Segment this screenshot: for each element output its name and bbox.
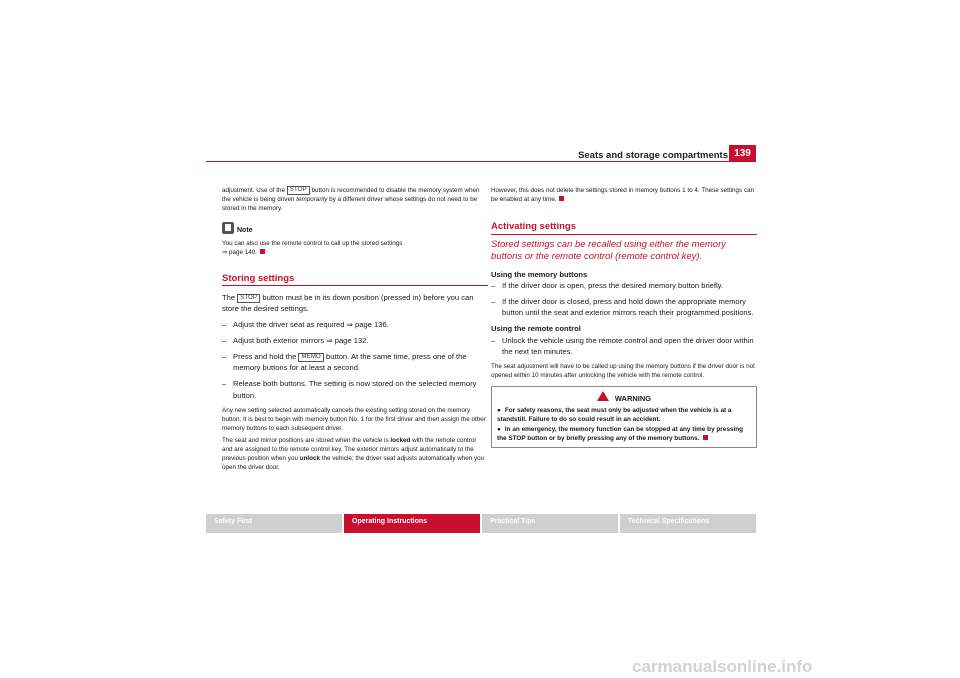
storing-intro-text: The — [222, 293, 236, 303]
note-page-ref[interactable]: ⇒ page 140. — [222, 248, 258, 256]
note-heading: Note — [237, 227, 253, 234]
note-icon — [222, 222, 234, 234]
activating-body — [491, 269, 757, 357]
list-item — [222, 378, 488, 400]
warning-text: For safety reasons, the seat must only be adjusted when the vehicle is at a standstill. Failure to do so could result in an accident. — [497, 407, 732, 424]
list-item — [491, 296, 757, 318]
intro-text-3: by a different driver whose settings do not need to be stored in the memory. — [222, 196, 478, 212]
list-item — [222, 351, 488, 373]
step-text: If the driver door is closed, press and hold down the appropriate memory button until the seat and exterior mirrors reach their programmed positions. — [502, 297, 754, 318]
section-title-storing: Storing settings — [222, 272, 295, 284]
bullet-icon: ● — [497, 425, 501, 433]
note-text: You can also use the remote control to call up the stored settings — [222, 239, 403, 247]
stop-key-label: STOP — [237, 294, 260, 303]
remote-note: The seat adjustment will have to be called up using the memory buttons if the driver door is not opened within 10 minutes after unlocking the vehicle with the remote control. — [491, 363, 755, 380]
list-item — [491, 335, 757, 357]
end-mark-icon — [559, 196, 564, 201]
step-text: Adjust both exterior mirrors ⇒ page 132. — [233, 335, 369, 345]
para-bold-locked: locked — [390, 436, 411, 444]
page-header-title: Seats and storage compartments — [578, 150, 728, 161]
storing-body — [222, 292, 488, 401]
warning-text: In an emergency, the memory function can be stopped at any time by pressing the STOP button or by briefly pressing any of the memory buttons. — [497, 425, 744, 442]
storing-section — [222, 274, 488, 287]
memo-key-label: MEMO — [298, 353, 323, 362]
activating-section — [491, 222, 757, 235]
para-text-3: the vehicle; the driver seat adjusts automatically when you open the driver door. — [222, 454, 485, 471]
watermark: carmanualsonline.info — [632, 657, 813, 676]
dash-bullet: – — [222, 335, 227, 345]
header-divider — [206, 161, 756, 162]
remote-control-heading: Using the remote control — [491, 324, 581, 334]
page-number: 139 — [729, 145, 756, 162]
stop-key-label: STOP — [287, 186, 310, 195]
list-item — [222, 319, 488, 330]
right-intro — [491, 186, 757, 204]
intro-text: adjustment. Use of the — [222, 187, 286, 194]
tab-technical-specifications[interactable]: Technical Specifications — [620, 514, 756, 533]
dash-bullet: – — [222, 352, 227, 361]
tab-safety-first[interactable]: Safety First — [206, 514, 342, 533]
storing-intro-text-2: button must be in its down position (pressed in) before you can store the desired settings. — [222, 293, 474, 314]
left-column — [222, 186, 488, 472]
para-bold-unlock: unlock — [299, 454, 321, 462]
intro-italic: temporarily — [296, 196, 328, 203]
dash-bullet: – — [491, 280, 496, 290]
para-text: The seat and mirror positions are stored when the vehicle is — [222, 436, 389, 444]
step-text: Press and hold the — [233, 352, 297, 361]
step-text: Adjust the driver seat as required ⇒ page 136. — [233, 319, 389, 329]
section-title-activating: Activating settings — [491, 221, 576, 232]
warning-triangle-icon — [597, 391, 609, 401]
warning-header — [497, 391, 751, 403]
warning-heading: WARNING — [614, 394, 652, 404]
storing-intro — [222, 292, 488, 314]
memory-paragraph-2 — [222, 436, 488, 472]
section-divider — [491, 234, 757, 235]
step-text: Release both buttons. The setting is now stored on the selected memory button. — [233, 379, 477, 400]
tab-operating-instructions[interactable]: Operating Instructions — [344, 514, 480, 533]
tab-practical-tips[interactable]: Practical Tips — [482, 514, 618, 533]
warning-box — [491, 386, 757, 448]
list-item — [222, 335, 488, 346]
dash-bullet: – — [491, 335, 496, 345]
intro-text-2: button is recommended to disable the memory system when the vehicle is being driven — [222, 187, 480, 203]
step-text: If the driver door is open, press the desired memory button briefly. — [502, 280, 724, 290]
right-column — [491, 186, 757, 448]
dash-bullet: – — [222, 319, 227, 329]
right-intro-text: However, this does not delete the settings stored in memory buttons 1 to 4. These settings can be enabled at any time. — [491, 187, 755, 203]
para-text-2: with the remote control and are assigned to the remote control key. The exterior mirrors adjust automatically to the previous position when you — [222, 436, 476, 462]
section-subtitle: Stored settings can be recalled using either the memory buttons or the remote control (remote control key). — [491, 238, 726, 263]
memory-paragraph-1: Any new setting selected automatically cancels the existing setting stored on the memory button. It is best to begin with memory button No. 1 for the first driver and then assign the other memory buttons to each subsequent driver. — [222, 406, 486, 432]
warning-item — [497, 425, 751, 443]
end-mark-icon — [703, 435, 708, 440]
dash-bullet: – — [491, 297, 496, 306]
step-text: Unlock the vehicle using the remote control and open the driver door within the next ten minutes. — [502, 335, 754, 356]
step-text-2: button. At the same time, press one of the memory buttons for at least a second. — [233, 352, 467, 373]
bullet-icon: ● — [497, 407, 501, 415]
dash-bullet: – — [222, 379, 227, 389]
end-mark-icon — [260, 249, 265, 254]
intro-paragraph — [222, 186, 488, 213]
note-block — [222, 222, 488, 257]
section-divider — [222, 285, 488, 286]
memory-buttons-heading: Using the memory buttons — [491, 269, 588, 279]
warning-item — [497, 406, 751, 424]
list-item — [491, 280, 757, 291]
